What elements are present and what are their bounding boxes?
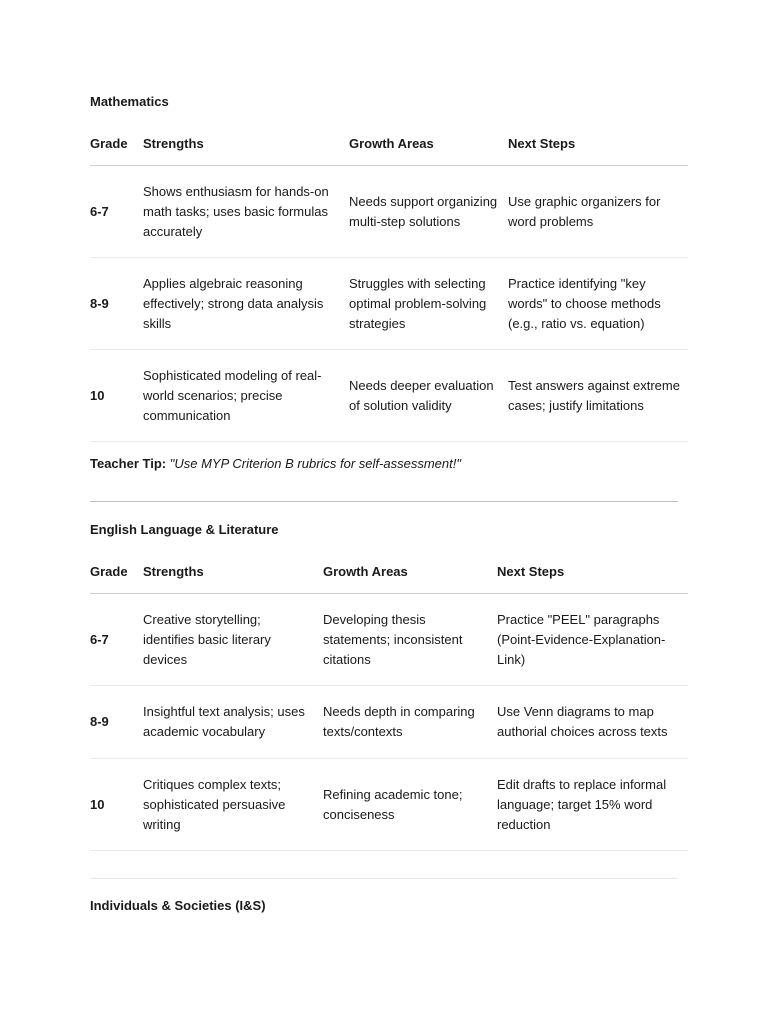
math-header-growth: Growth Areas: [349, 136, 434, 151]
english-header-growth: Growth Areas: [323, 564, 408, 579]
growth-cell: Developing thesis statements; inconsistent citations: [323, 611, 463, 667]
growth-cell: Struggles with selecting optimal problem-solving strategies: [349, 275, 487, 331]
table-row: [90, 759, 688, 851]
table-row: [90, 594, 688, 686]
growth-cell: Needs deeper evaluation of solution validity: [349, 377, 494, 413]
strengths-cell: Insightful text analysis; uses academic vocabulary: [143, 704, 305, 739]
strengths-cell: Sophisticated modeling of real-world scenarios; precise communication: [143, 367, 322, 423]
strengths-cell: Shows enthusiasm for hands-on math tasks; uses basic formulas accurately: [143, 183, 329, 239]
teacher-tip-text: "Use MYP Criterion B rubrics for self-assessment!": [169, 456, 461, 471]
english-section-title: English Language & Literature: [90, 522, 279, 537]
table-row: [90, 166, 688, 258]
next-steps-cell: Practice identifying "key words" to choose methods (e.g., ratio vs. equation): [508, 275, 661, 331]
table-row: [90, 258, 688, 350]
strengths-cell: Critiques complex texts; sophisticated persuasive writing: [143, 776, 286, 832]
section-divider: [90, 878, 678, 879]
growth-cell: Refining academic tone; conciseness: [323, 786, 463, 822]
english-header-grade: Grade: [90, 564, 128, 579]
growth-cell: Needs support organizing multi-step solutions: [349, 193, 498, 229]
english-header-strengths: Strengths: [143, 564, 204, 579]
english-header-next: Next Steps: [497, 564, 565, 579]
next-steps-cell: Edit drafts to replace informal language; target 15% word reduction: [497, 776, 667, 832]
grade-cell: 8-9: [90, 295, 109, 311]
grade-cell: 6-7: [90, 203, 109, 219]
math-table: [90, 123, 688, 442]
societies-section-title: Individuals & Societies (I&S): [90, 898, 266, 913]
english-header-row: [90, 551, 688, 594]
strengths-cell: Applies algebraic reasoning effectively; strong data analysis skills: [143, 275, 324, 331]
math-header-strengths: Strengths: [143, 136, 204, 151]
teacher-tip-label: Teacher Tip:: [90, 456, 167, 471]
grade-cell: 8-9: [90, 714, 109, 729]
next-steps-cell: Practice "PEEL" paragraphs (Point-Evidence-Explanation-Link): [497, 611, 666, 667]
table-row: [90, 686, 688, 759]
english-table: [90, 551, 688, 851]
section-divider: [90, 501, 678, 502]
math-header-row: [90, 123, 688, 166]
next-steps-cell: Use graphic organizers for word problems: [508, 193, 661, 229]
math-section-title: Mathematics: [90, 94, 169, 109]
table-row: [90, 350, 688, 442]
grade-cell: 10: [90, 387, 105, 403]
grade-cell: 6-7: [90, 631, 109, 647]
strengths-cell: Creative storytelling; identifies basic literary devices: [143, 611, 271, 667]
growth-cell: Needs depth in comparing texts/contexts: [323, 704, 475, 739]
math-header-next: Next Steps: [508, 136, 576, 151]
math-header-grade: Grade: [90, 136, 128, 151]
grade-cell: 10: [90, 796, 105, 812]
teacher-tip: [90, 454, 461, 474]
next-steps-cell: Use Venn diagrams to map authorial choices across texts: [497, 704, 668, 739]
next-steps-cell: Test answers against extreme cases; justify limitations: [508, 377, 680, 413]
